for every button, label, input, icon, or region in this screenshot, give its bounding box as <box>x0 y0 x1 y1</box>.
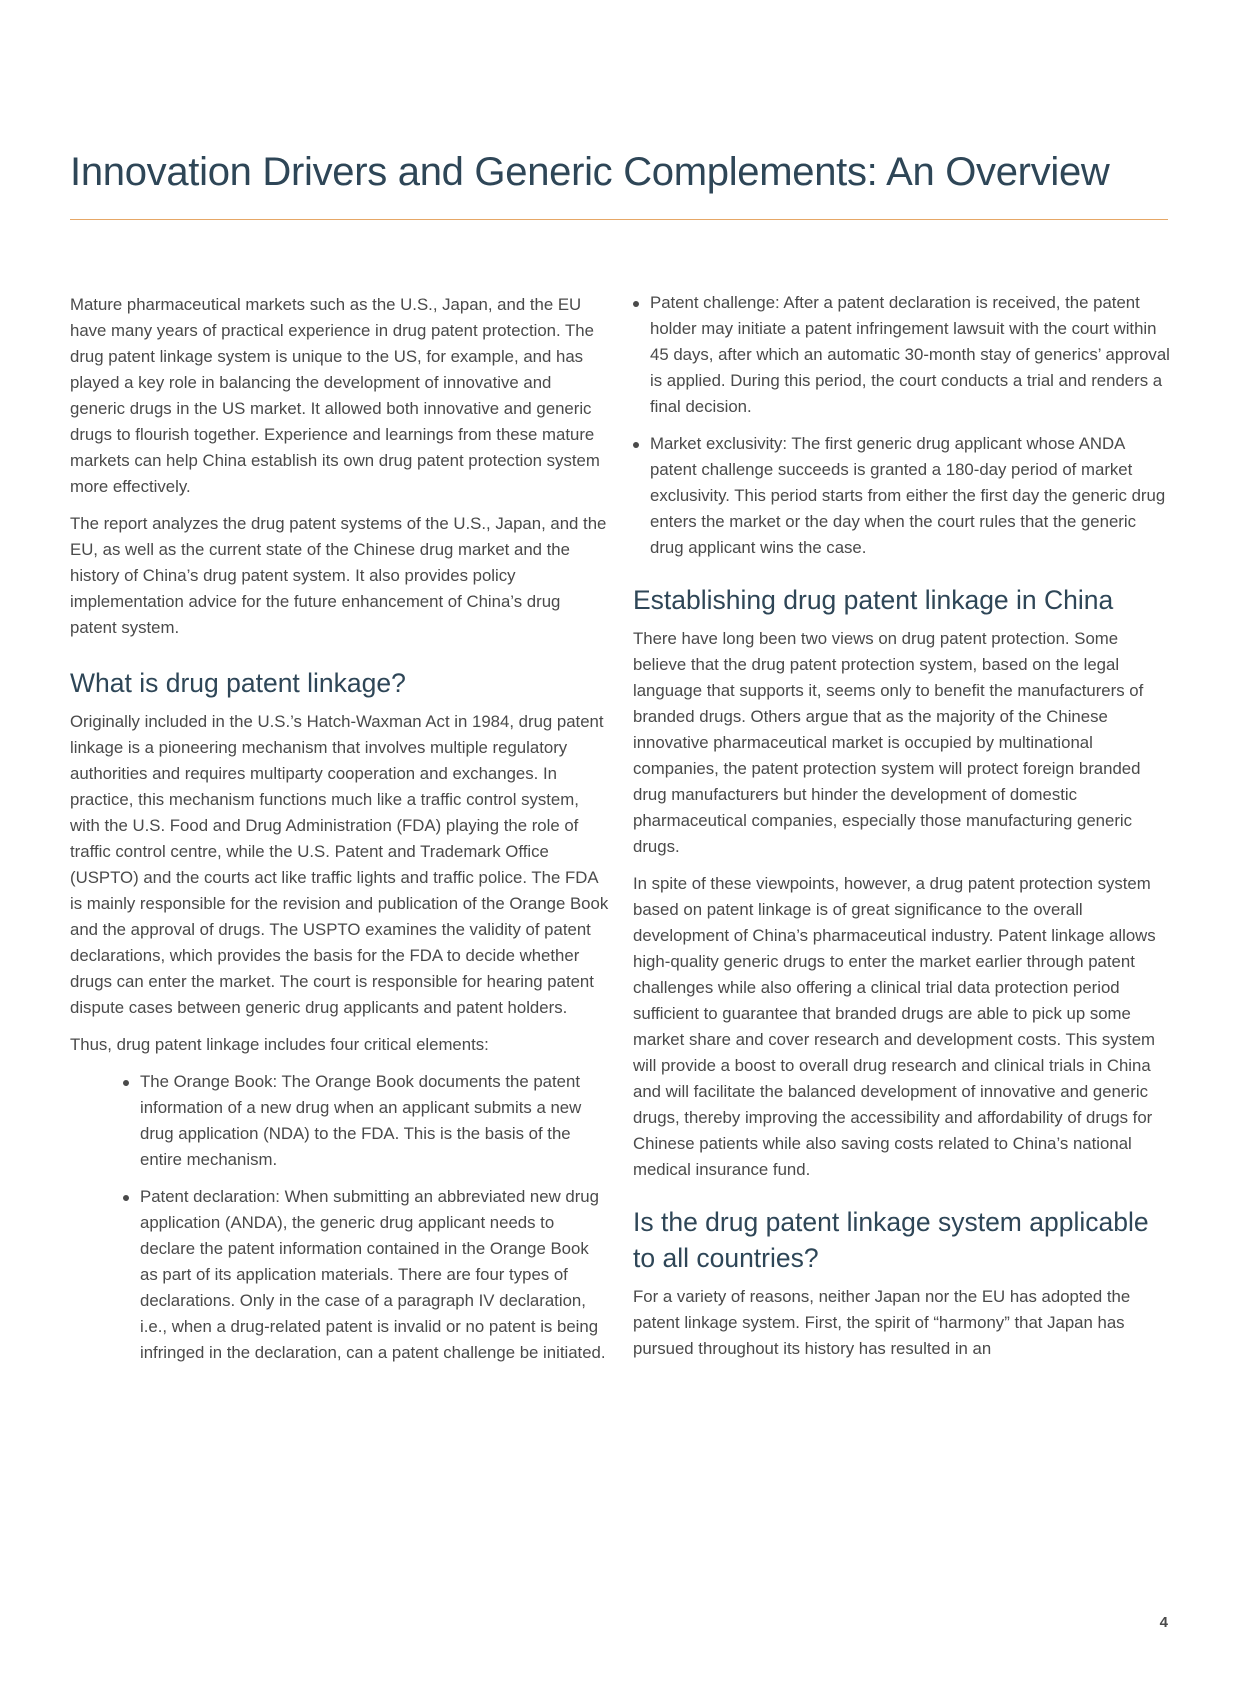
list-item: Market exclusivity: The first generic drug applicant whose ANDA patent challenge succeeds is granted a 180-day period of market exclusivity. This period starts from either the first day the generic drug enters the market or the day when the court rules that the generic drug applicant wins the case. <box>633 431 1173 561</box>
list-item: The Orange Book: The Orange Book documents the patent information of a new drug when an applicant submits a new drug application (NDA) to the FDA. This is the basis of the entire mechanism. <box>123 1069 610 1173</box>
page-number: 4 <box>1159 1614 1168 1631</box>
elements-list-continued <box>633 290 1173 561</box>
page-title: Innovation Drivers and Generic Complements: An Overview <box>70 150 1110 194</box>
section-heading-what-is-linkage: What is drug patent linkage? <box>70 668 406 698</box>
intro-paragraph-2: The report analyzes the drug patent systems of the U.S., Japan, and the EU, as well as the current state of the Chinese drug market and the history of China’s drug patent system. It also provides policy implementation advice for the future enhancement of China’s drug patent system. <box>70 514 607 637</box>
linkage-paragraph-2: Thus, drug patent linkage includes four critical elements: <box>70 1035 489 1054</box>
section-heading-china: Establishing drug patent linkage in China <box>633 585 1114 615</box>
list-item: Patent declaration: When submitting an abbreviated new drug application (ANDA), the generic drug applicant needs to declare the patent information contained in the Orange Book as part of its application materials. There are four types of declarations. Only in the case of a paragraph IV declaration, i.e., when a drug-related patent is invalid or no patent is being infringed in the declaration, can a patent challenge be initiated. <box>123 1184 610 1366</box>
china-paragraph-1: There have long been two views on drug patent protection. Some believe that the drug patent protection system, based on the legal language that supports it, seems only to benefit the manufacturers of branded drugs. Others argue that as the majority of the Chinese innovative pharmaceutical market is occupied by multinational companies, the patent protection system will protect foreign branded drug manufacturers but hinder the development of domestic pharmaceutical companies, especially those manufacturing generic drugs. <box>633 629 1144 856</box>
elements-list <box>70 1069 610 1366</box>
list-item: Patent challenge: After a patent declaration is received, the patent holder may initiate a patent infringement lawsuit with the court within 45 days, after which an automatic 30-month stay of generics’ approval is applied. During this period, the court conducts a trial and renders a final decision. <box>633 290 1173 420</box>
left-column <box>70 292 610 1377</box>
china-paragraph-2: In spite of these viewpoints, however, a drug patent protection system based on patent linkage is of great significance to the overall development of China’s pharmaceutical industry. Patent linkage allows high-quality generic drugs to enter the market earlier through patent challenges while also offering a clinical trial data protection period sufficient to guarantee that branded drugs are able to pick up some market share and cover research and development costs. This system will provide a boost to overall drug research and clinical trials in China and will facilitate the balanced development of innovative and generic drugs, thereby improving the accessibility and affordability of drugs for Chinese patients while also saving costs related to China’s national medical insurance fund. <box>633 874 1156 1179</box>
intro-paragraph-1: Mature pharmaceutical markets such as the U.S., Japan, and the EU have many years of practical experience in drug patent protection. The drug patent linkage system is unique to the US, for example, and has played a key role in balancing the development of innovative and generic drugs in the US market. It allowed both innovative and generic drugs to flourish together. Experience and learnings from these mature markets can help China establish its own drug patent protection system more effectively. <box>70 295 600 496</box>
linkage-paragraph-1: Originally included in the U.S.’s Hatch-Waxman Act in 1984, drug patent linkage is a pioneering mechanism that involves multiple regulatory authorities and requires multiparty cooperation and exchanges. In practice, this mechanism functions much like a traffic control system, with the U.S. Food and Drug Administration (FDA) playing the role of traffic control centre, while the U.S. Patent and Trademark Office (USPTO) and the courts act like traffic lights and traffic police. The FDA is mainly responsible for the revision and publication of the Orange Book and the approval of drugs. The USPTO examines the validity of patent declarations, which provides the basis for the FDA to decide whether drugs can enter the market. The court is responsible for hearing patent dispute cases between generic drug applicants and patent holders. <box>70 712 609 1017</box>
applicability-paragraph-1: For a variety of reasons, neither Japan nor the EU has adopted the patent linkage system. First, the spirit of “harmony” that Japan has pursued throughout its history has resulted in an <box>633 1287 1131 1358</box>
right-column <box>633 290 1173 1373</box>
section-heading-applicability: Is the drug patent linkage system applicable to all countries? <box>633 1207 1149 1273</box>
title-divider <box>70 219 1168 220</box>
